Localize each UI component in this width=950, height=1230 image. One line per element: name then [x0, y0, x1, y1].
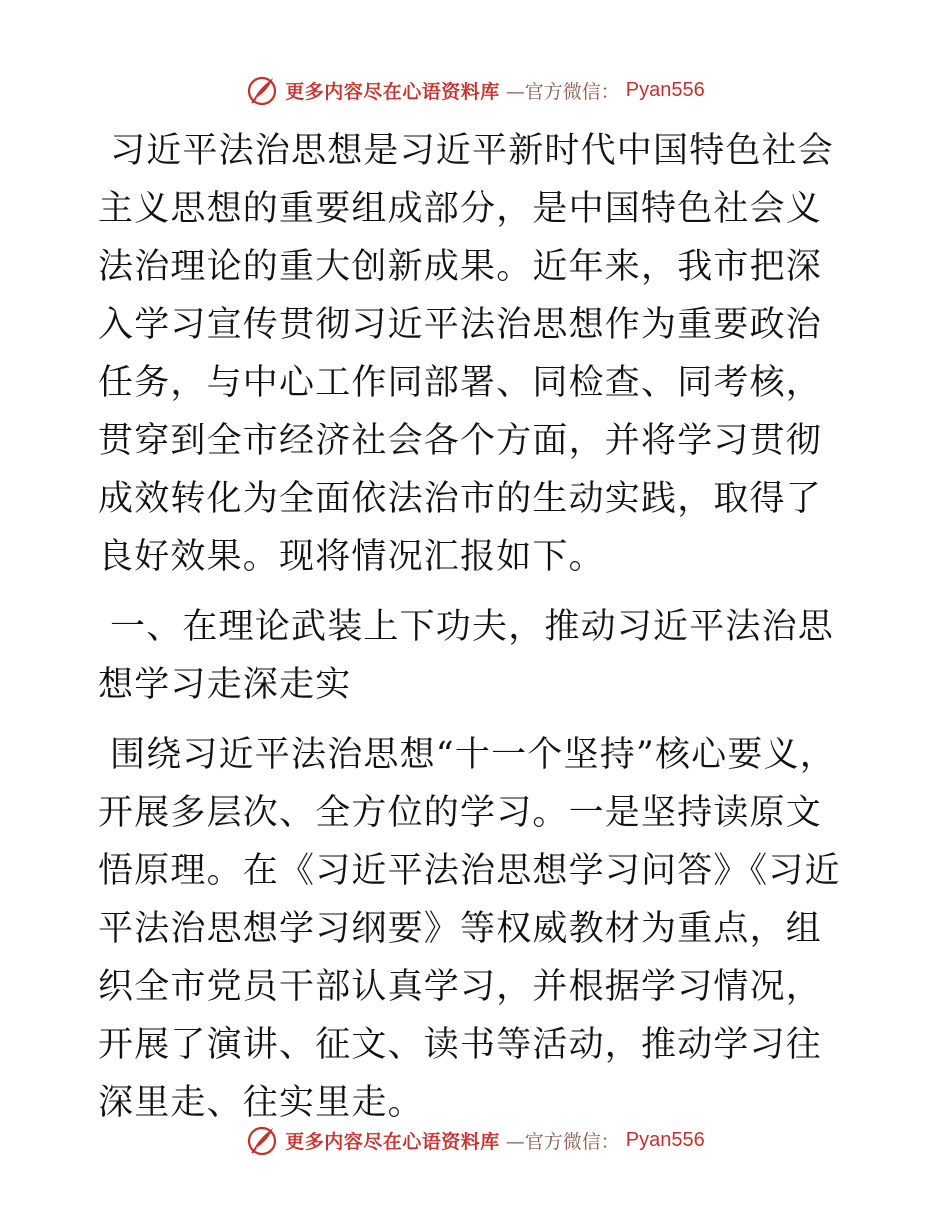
quill-pen-logo-icon — [245, 73, 279, 107]
footer-wechat-label: —官方微信： — [505, 1130, 620, 1153]
header-wechat-id: Pyan556 — [625, 78, 705, 101]
quill-pen-logo-icon — [245, 1123, 279, 1157]
header-banner-text: 更多内容尽在心语资料库 — [285, 80, 500, 103]
document-body — [98, 122, 858, 1132]
intro-paragraph: 习近平法治思想是习近平新时代中国特色社会主义思想的重要组成部分，是中国特色社会义法治理论的重大创新成果。近年来，我市把深入学习宣传贯彻习近平法治思想作为重要政治任务，与中心工作同部署、同检查、同考核，贯穿到全市经济社会各个方面，并将学习贯彻成效转化为全面依法治市的生动实践，取得了良好效果。现将情况汇报如下。 — [98, 131, 835, 577]
section-heading: 一、在理论武装上下功夫，推动习近平法治思想学习走深走实 — [98, 607, 835, 705]
header-wechat-label: —官方微信： — [505, 80, 620, 103]
footer-wechat-id: Pyan556 — [625, 1128, 705, 1151]
section-paragraph: 围绕习近平法治思想“十一个坚持”核心要义，开展多层次、全方位的学习。一是坚持读原文悟原理。在《习近平法治思想学习问答》《习近平法治思想学习纲要》等权威教材为重点，组织全市党员干部认真学习，并根据学习情况，开展了演讲、征文、读书等活动，推动学习往深里走、往实里走。 — [98, 735, 841, 1123]
footer-watermark-banner — [0, 1120, 950, 1160]
footer-banner-text: 更多内容尽在心语资料库 — [285, 1130, 500, 1153]
header-watermark-banner — [0, 70, 950, 110]
